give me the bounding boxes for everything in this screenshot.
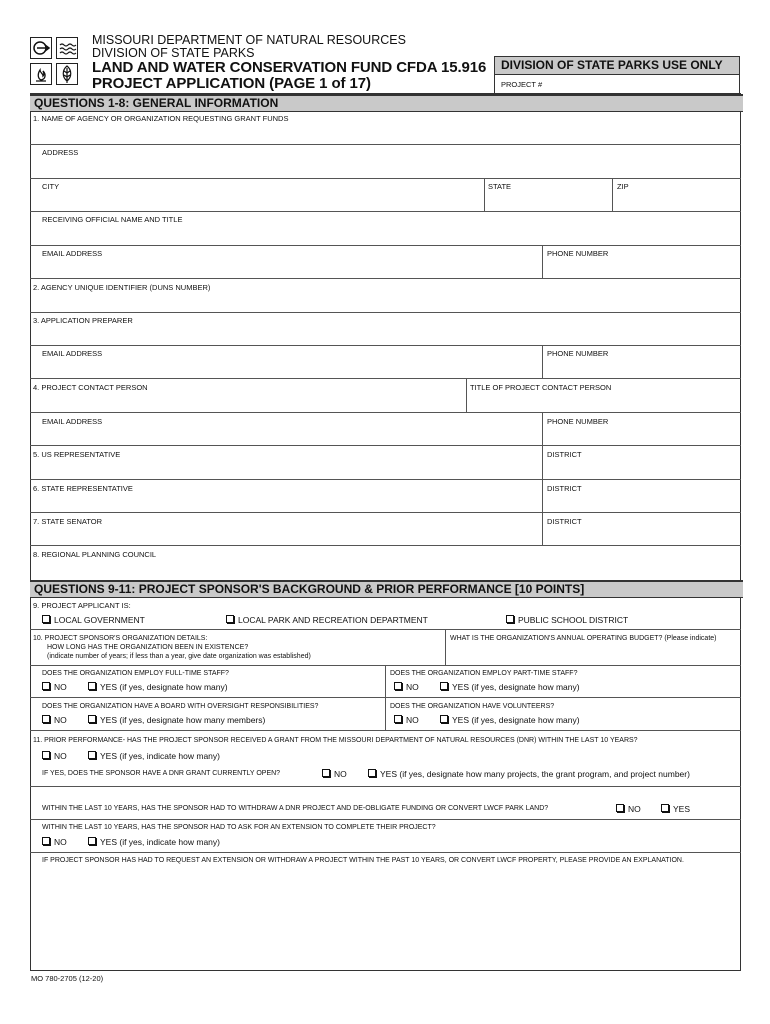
address-label: ADDRESS (42, 148, 79, 157)
phone-label: PHONE NUMBER (547, 249, 609, 258)
budget-label: WHAT IS THE ORGANIZATION'S ANNUAL OPERATING BUDGET? (Please indicate) (450, 635, 717, 642)
divider (484, 178, 485, 211)
checkbox-icon (440, 715, 448, 723)
checkbox-icon (42, 715, 50, 723)
school-district-option[interactable]: PUBLIC SCHOOL DISTRICT (506, 615, 628, 625)
divider (30, 245, 741, 246)
divider (30, 730, 741, 731)
divider (30, 512, 741, 513)
grant-open-no-option[interactable]: NO (322, 769, 347, 779)
divider (542, 445, 543, 479)
q11-no-option[interactable]: NO (42, 751, 67, 761)
receiving-official-label: RECEIVING OFFICIAL NAME AND TITLE (42, 215, 183, 224)
agency-name-field[interactable] (31, 124, 739, 144)
parttime-label: DOES THE ORGANIZATION EMPLOY PART-TIME STAFF? (390, 670, 578, 677)
checkbox-icon (506, 615, 514, 623)
divider (542, 412, 543, 445)
divider (466, 378, 467, 412)
fulltime-label: DOES THE ORGANIZATION EMPLOY FULL-TIME STAFF? (42, 670, 229, 677)
state-representative-label: 6. STATE REPRESENTATIVE (33, 484, 133, 493)
phone-label: PHONE NUMBER (547, 349, 609, 358)
parttime-yes-option[interactable]: YES (if yes, designate how many) (440, 682, 580, 692)
arrow-logo-icon (30, 37, 52, 59)
board-yes-option[interactable]: YES (if yes, designate how many members) (88, 715, 265, 725)
withdraw-label: WITHIN THE LAST 10 YEARS, HAS THE SPONSOR HAD TO WITHDRAW A DNR PROJECT AND DE-OBLIGATE FUNDING OR CONVERT LWCF PARK LAND? (42, 805, 549, 812)
contact-title-label: TITLE OF PROJECT CONTACT PERSON (470, 383, 612, 392)
q11-label: 11. PRIOR PERFORMANCE- HAS THE PROJECT SPONSOR RECEIVED A GRANT FROM THE MISSOURI DEPARTMENT OF NATURAL RESOURCES (DNR) WITHIN THE LAST 10 YEARS? (33, 737, 638, 744)
fulltime-no-option[interactable]: NO (42, 682, 67, 692)
form-subtitle: PROJECT APPLICATION (PAGE 1 of 17) (92, 75, 371, 92)
section2-heading: QUESTIONS 9-11: PROJECT SPONSOR'S BACKGROUND & PRIOR PERFORMANCE [10 POINTS] (30, 580, 743, 598)
fulltime-yes-option[interactable]: YES (if yes, designate how many) (88, 682, 228, 692)
volunteers-label: DOES THE ORGANIZATION HAVE VOLUNTEERS? (390, 703, 555, 710)
q9-label: 9. PROJECT APPLICANT IS: (33, 601, 131, 610)
regional-planning-label: 8. REGIONAL PLANNING COUNCIL (33, 550, 157, 559)
checkbox-icon (322, 769, 330, 777)
divider (542, 512, 543, 545)
water-logo-icon (56, 37, 78, 59)
checkbox-icon (661, 804, 669, 812)
checkbox-icon (42, 751, 50, 759)
checkbox-icon (42, 615, 50, 623)
divider (612, 178, 613, 211)
phone-label: PHONE NUMBER (547, 417, 609, 426)
volunteers-yes-option[interactable]: YES (if yes, designate how many) (440, 715, 580, 725)
checkbox-icon (88, 715, 96, 723)
checkbox-icon (394, 682, 402, 690)
extension-yes-option[interactable]: YES (if yes, indicate how many) (88, 837, 220, 847)
section1-heading: QUESTIONS 1-8: GENERAL INFORMATION (30, 94, 743, 112)
district-label: DISTRICT (547, 450, 582, 459)
email-label: EMAIL ADDRESS (42, 249, 103, 258)
agency-name-label: 1. NAME OF AGENCY OR ORGANIZATION REQUESTING GRANT FUNDS (33, 114, 289, 123)
divider (30, 345, 741, 346)
divider (30, 786, 741, 787)
board-no-option[interactable]: NO (42, 715, 67, 725)
explanation-field[interactable] (31, 866, 739, 968)
divider (30, 211, 741, 212)
withdraw-no-option[interactable]: NO (616, 804, 641, 814)
preparer-label: 3. APPLICATION PREPARER (33, 316, 133, 325)
checkbox-icon (440, 682, 448, 690)
explanation-label: IF PROJECT SPONSOR HAS HAD TO REQUEST AN EXTENSION OR WITHDRAW A PROJECT WITHIN THE PAST 10 YEARS, OR CONVERT LWCF PROPERTY, PLEASE PROVIDE AN EXPLANATION. (42, 857, 684, 864)
divider (30, 629, 741, 630)
divider (30, 445, 741, 446)
divider (30, 479, 741, 480)
email-label: EMAIL ADDRESS (42, 349, 103, 358)
extension-no-option[interactable]: NO (42, 837, 67, 847)
project-number-label: PROJECT # (501, 80, 543, 89)
flame-logo-icon (30, 63, 52, 85)
local-government-option[interactable]: LOCAL GOVERNMENT (42, 615, 145, 625)
email-label: EMAIL ADDRESS (42, 417, 103, 426)
city-label: CITY (42, 182, 60, 191)
division-name: DIVISION OF STATE PARKS (92, 46, 255, 60)
checkbox-icon (394, 715, 402, 723)
checkbox-icon (42, 837, 50, 845)
q10-label: 10. PROJECT SPONSOR'S ORGANIZATION DETAILS: (33, 635, 208, 642)
leaf-logo-icon (56, 63, 78, 85)
grant-open-label: IF YES, DOES THE SPONSOR HAVE A DNR GRANT CURRENTLY OPEN? (42, 770, 281, 777)
duns-label: 2. AGENCY UNIQUE IDENTIFIER (DUNS NUMBER) (33, 283, 211, 292)
divider (30, 852, 741, 853)
divider (30, 144, 741, 145)
extension-label: WITHIN THE LAST 10 YEARS, HAS THE SPONSOR HAD TO ASK FOR AN EXTENSION TO COMPLETE THEIR PROJECT? (42, 824, 436, 831)
checkbox-icon (616, 804, 624, 812)
divider (30, 545, 741, 546)
office-use-title: DIVISION OF STATE PARKS USE ONLY (495, 57, 739, 75)
form-title: LAND AND WATER CONSERVATION FUND CFDA 15.916 (92, 59, 487, 76)
state-senator-label: 7. STATE SENATOR (33, 517, 103, 526)
divider (542, 479, 543, 512)
address-field[interactable] (31, 158, 739, 178)
district-label: DISTRICT (547, 484, 582, 493)
office-use-box (494, 56, 740, 98)
divider (30, 178, 741, 179)
state-label: STATE (488, 182, 512, 191)
divider (30, 378, 741, 379)
checkbox-icon (88, 682, 96, 690)
parttime-no-option[interactable]: NO (394, 682, 419, 692)
park-department-option[interactable]: LOCAL PARK AND RECREATION DEPARTMENT (226, 615, 428, 625)
divider (445, 629, 446, 665)
divider (30, 697, 741, 698)
volunteers-no-option[interactable]: NO (394, 715, 419, 725)
board-label: DOES THE ORGANIZATION HAVE A BOARD WITH OVERSIGHT RESPONSIBILITIES? (42, 703, 319, 710)
q10-hint: (indicate number of years; if less than a year, give date organization was established) (47, 653, 311, 660)
q11-yes-option[interactable]: YES (if yes, indicate how many) (88, 751, 220, 761)
department-name: MISSOURI DEPARTMENT OF NATURAL RESOURCES (92, 33, 406, 47)
divider (30, 278, 741, 279)
checkbox-icon (226, 615, 234, 623)
zip-label: ZIP (617, 182, 629, 191)
district-label: DISTRICT (547, 517, 582, 526)
divider (30, 312, 741, 313)
form-number: MO 780-2705 (12-20) (31, 974, 104, 983)
withdraw-yes-option[interactable]: YES (661, 804, 690, 814)
divider (30, 819, 741, 820)
divider (542, 345, 543, 378)
checkbox-icon (88, 837, 96, 845)
us-representative-label: 5. US REPRESENTATIVE (33, 450, 121, 459)
checkbox-icon (42, 682, 50, 690)
divider (542, 245, 543, 278)
grant-open-yes-option[interactable]: YES (if yes, designate how many projects, the grant program, and project number) (368, 769, 690, 779)
q10-existence-label: HOW LONG HAS THE ORGANIZATION BEEN IN EXISTENCE? (47, 644, 249, 651)
contact-person-label: 4. PROJECT CONTACT PERSON (33, 383, 148, 392)
divider (30, 412, 741, 413)
checkbox-icon (88, 751, 96, 759)
checkbox-icon (368, 769, 376, 777)
